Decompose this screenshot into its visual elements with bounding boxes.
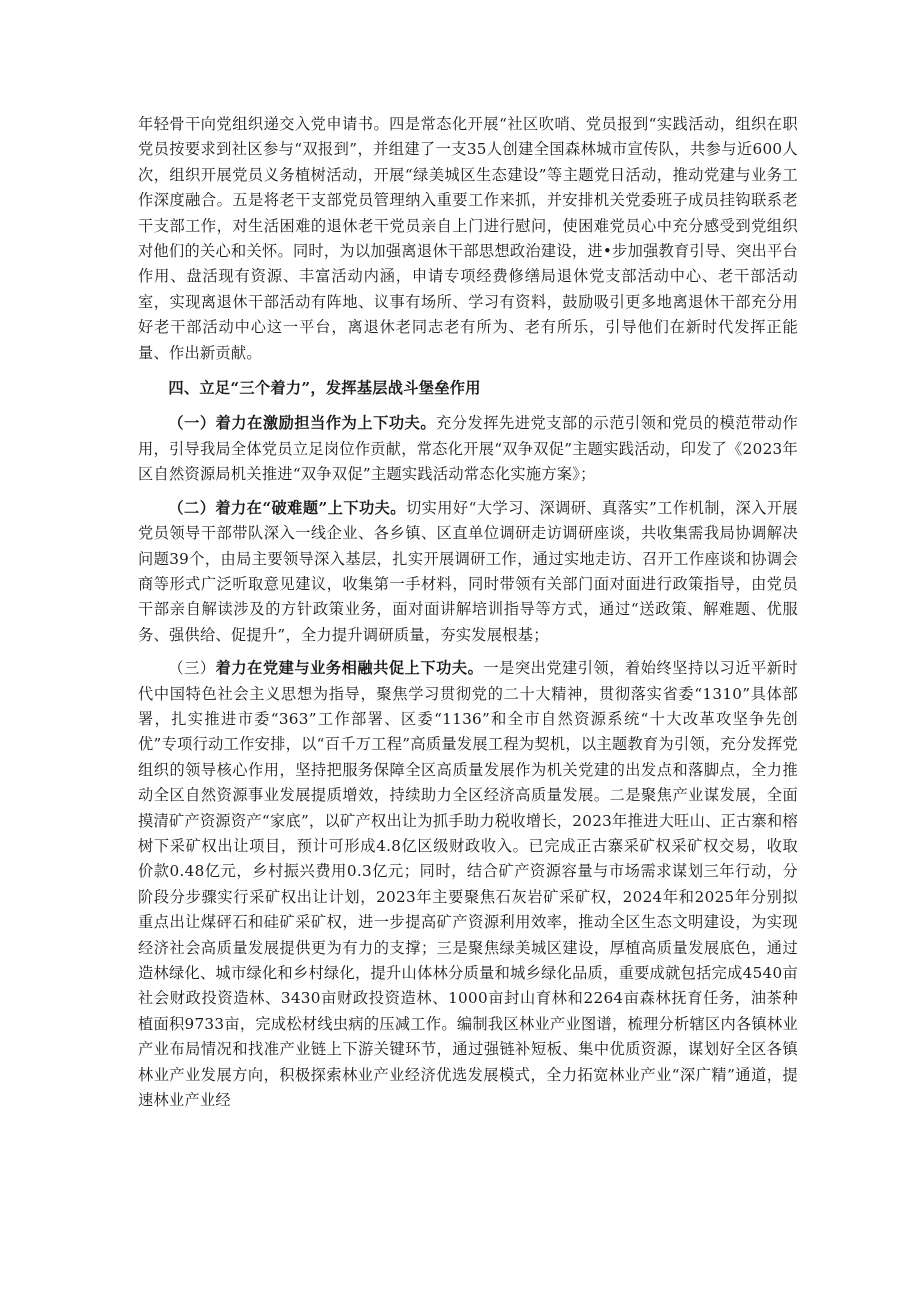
section-heading-four: 四、立足“三个着力”，发挥基层战斗堡垒作用 [168,379,481,398]
subsection-one-lead: （一）着力在激励担当作为上下功夫。 [168,414,437,433]
document-page [138,112,798,1113]
subsection-three-body: 一是突出党建引领，着始终坚持以习近平新时代中国特色社会主义思想为指导，聚焦学习贯彻党的二十大精神，贯彻落实省委“1310”具体部署，扎实推进市委“363”工作部署、区委“1136”和全市自然资源系统“十大改革攻坚争先创优”专项行动工作安排，以“百千万工程”高质量发展工程为契机，以主题教育为引领，充分发挥党组织的领导核心作用，坚持把服务保障全区高质量发展作为机关党建的出发点和落脚点，全力推动全区自然资源事业发展提质增效，持续助力全区经济高质量发展。二是聚焦产业谋发展，全面摸清矿产资源资产“家底”，以矿产权出让为抓手助力税收增长，2023年推进大旺山、正古寨和榕树下采矿权出让项目，预计可形成4.8亿区级财政收入。已完成正古寨采矿权采矿权交易，收取价款0.48亿元，乡村振兴费用0.3亿元；同时，结合矿产资源容量与市场需求谋划三年行动，分阶段分步骤实行采矿权出让计划，2023年主要聚焦石灰岩矿采矿权，2024年和2025年分别拟重点出让煤砰石和硅矿采矿权，进一步提高矿产资源利用效率，推动全区生态文明建设，为实现经济社会高质量发展提供更为有力的支撑；三是聚焦绿美城区建设，厚植高质量发展底色，通过造林绿化、城市绿化和乡村绿化，提升山体林分质量和城乡绿化品质，重要成就包括完成4540亩社会财政投资造林、3430亩财政投资造林、1000亩封山育林和2264亩森林抚育任务，油茶种植面积9733亩，完成松材线虫病的压减工作。编制我区林业产业图谱，梳理分析辖区内各镇林业产业布局情况和找准产业链上下游关键环节，通过强链补短板、集中优质资源，谋划好全区各镇林业产业发展方向，积极探索林业产业经济优选发展模式，全力拓宽林业产业“深广精”通道，提速林业产业经 [138,659,798,1110]
paragraph-continuation: 年轻骨干向党组织递交入党申请书。四是常态化开展“社区吹哨、党员报到“实践活动，组织在职党员按要求到社区参与“双报到”，并组建了一支35人创建全国森林城市宣传队，共参与近600人次，组织开展党员义务植树活动，开展“绿美城区生态建设”等主题党日活动，推动党建与业务工作深度融合。五是将老干支部党员管理纳入重要工作来抓，并安排机关党委班子成员挂钩联系老干支部工作，对生活困难的退休老干党员亲自上门进行慰问，使困难党员心中充分感受到党组织对他们的关心和关怀。同时，为以加强离退休干部思想政治建设，进•步加强教育引导、突出平台作用、盘活现有资源、丰富活动内涵，申请专项经费修缮局退休党支部活动中心、老干部活动室，实现离退休干部活动有阵地、议事有场所、学习有资料，鼓励吸引更多地离退休干部充分用好老干部活动中心这一平台，离退休老同志老有所为、老有所乐，引导他们在新时代发挥正能量、作出新贡献。 [138,115,798,362]
subsection-three [138,656,798,1113]
subsection-one-body: 充分发挥先进党支部的示范引领和党员的模范带动作用，引导我局全体党员立足岗位作贡献，常态化开展“双争双促”主题实践活动，印发了《2023年区自然资源局机关推进“双争双促”主题实践活动常态化实施方案》； [138,414,798,484]
subsection-two [138,496,798,648]
subsection-one [138,411,798,487]
subsection-three-lead: 着力在党建与业务相融共促上下功夫。 [215,659,484,678]
subsection-two-body: 切实用好“大学习、深调研、真落实”工作机制，深入开展党员领导干部带队深入一线企业、各乡镇、区直单位调研走访调研座谈，共收集需我局协调解决问题39个，由局主要领导深入基层，扎实开展调研工作，通过实地走访、召开工作座谈和协调会商等形式广泛听取意见建议，收集第一手材料，同时带领有关部门面对面进行政策指导，由党员干部亲自解读涉及的方针政策业务，面对面讲解培训指导等方式，通过“送政策、解难题、优服务、强供给、促提升”，全力提升调研质量，夯实发展根基； [138,498,798,644]
subsection-three-number: （三） [168,659,216,678]
subsection-two-lead: （二）着力在“破难题”上下功夫。 [168,498,406,517]
